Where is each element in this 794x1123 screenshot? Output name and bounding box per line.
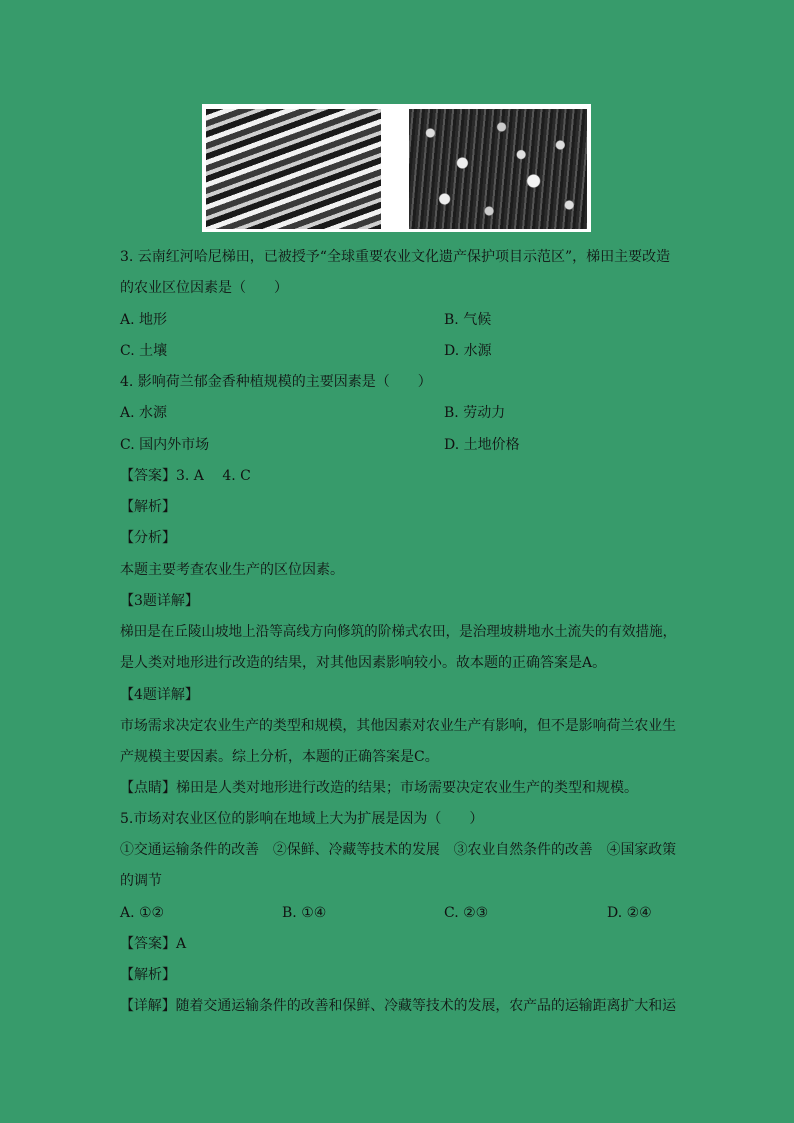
tulip-photo (409, 109, 587, 229)
q4-detail-line1: 市场需求决定农业生产的类型和规模，其他因素对农业生产有影响，但不是影响荷兰农业生 (120, 718, 677, 734)
fenxi-heading: 【分析】 (120, 530, 176, 546)
q3-detail-line2: 是人类对地形进行改造的结果，对其他因素影响较小。故本题的正确答案是A。 (120, 655, 607, 671)
q3-stem-line1: 3. 云南红河哈尼梯田，已被授予“全球重要农业文化遗产保护项目示范区”，梯田主要改造 (120, 249, 671, 265)
analysis-heading: 【解析】 (120, 499, 176, 515)
q5-option-a: A. ①② (120, 905, 165, 921)
q3-option-a: A. 地形 (120, 312, 168, 328)
photo-strip (202, 104, 591, 232)
analysis5-heading: 【解析】 (120, 967, 176, 983)
q5-option-c: C. ②③ (444, 905, 489, 921)
q3-stem-line2: 的农业区位因素是（ ） (120, 280, 288, 296)
q5-option-d: D. ②④ (607, 905, 652, 921)
q4-option-d: D. 土地价格 (444, 437, 520, 453)
q3-detail-line1: 梯田是在丘陵山坡地上沿等高线方向修筑的阶梯式农田，是治理坡耕地水土流失的有效措施， (120, 624, 677, 640)
answer-q3-q4: 【答案】3. A 4. C (120, 468, 251, 484)
q5-items-line2: 的调节 (120, 873, 162, 889)
q3-detail-heading: 【3题详解】 (120, 593, 199, 609)
q4-option-c: C. 国内外市场 (120, 437, 210, 453)
q5-option-b: B. ①④ (282, 905, 327, 921)
answer-q5: 【答案】A (120, 936, 187, 952)
q5-detail-line1: 【详解】随着交通运输条件的改善和保鲜、冷藏等技术的发展，农产品的运输距离扩大和运 (120, 998, 677, 1014)
q4-option-b: B. 劳动力 (444, 405, 506, 421)
q5-stem: 5.市场对农业区位的影响在地域上大为扩展是因为（ ） (120, 811, 484, 827)
q4-detail-heading: 【4题详解】 (120, 687, 199, 703)
fenxi-text: 本题主要考查农业生产的区位因素。 (120, 562, 344, 578)
terrace-photo (206, 109, 381, 229)
q4-option-a: A. 水源 (120, 405, 168, 421)
dianjing-note: 【点睛】梯田是人类对地形进行改造的结果；市场需要决定农业生产的类型和规模。 (120, 780, 638, 796)
q4-detail-line2: 产规模主要因素。综上分析，本题的正确答案是C。 (120, 749, 439, 765)
q4-stem: 4. 影响荷兰郁金香种植规模的主要因素是（ ） (120, 374, 432, 390)
q3-option-b: B. 气候 (444, 312, 492, 328)
q3-option-d: D. 水源 (444, 343, 492, 359)
q5-items-line1: ①交通运输条件的改善 ②保鲜、冷藏等技术的发展 ③农业自然条件的改善 ④国家政策 (120, 842, 677, 858)
q3-option-c: C. 土壤 (120, 343, 168, 359)
